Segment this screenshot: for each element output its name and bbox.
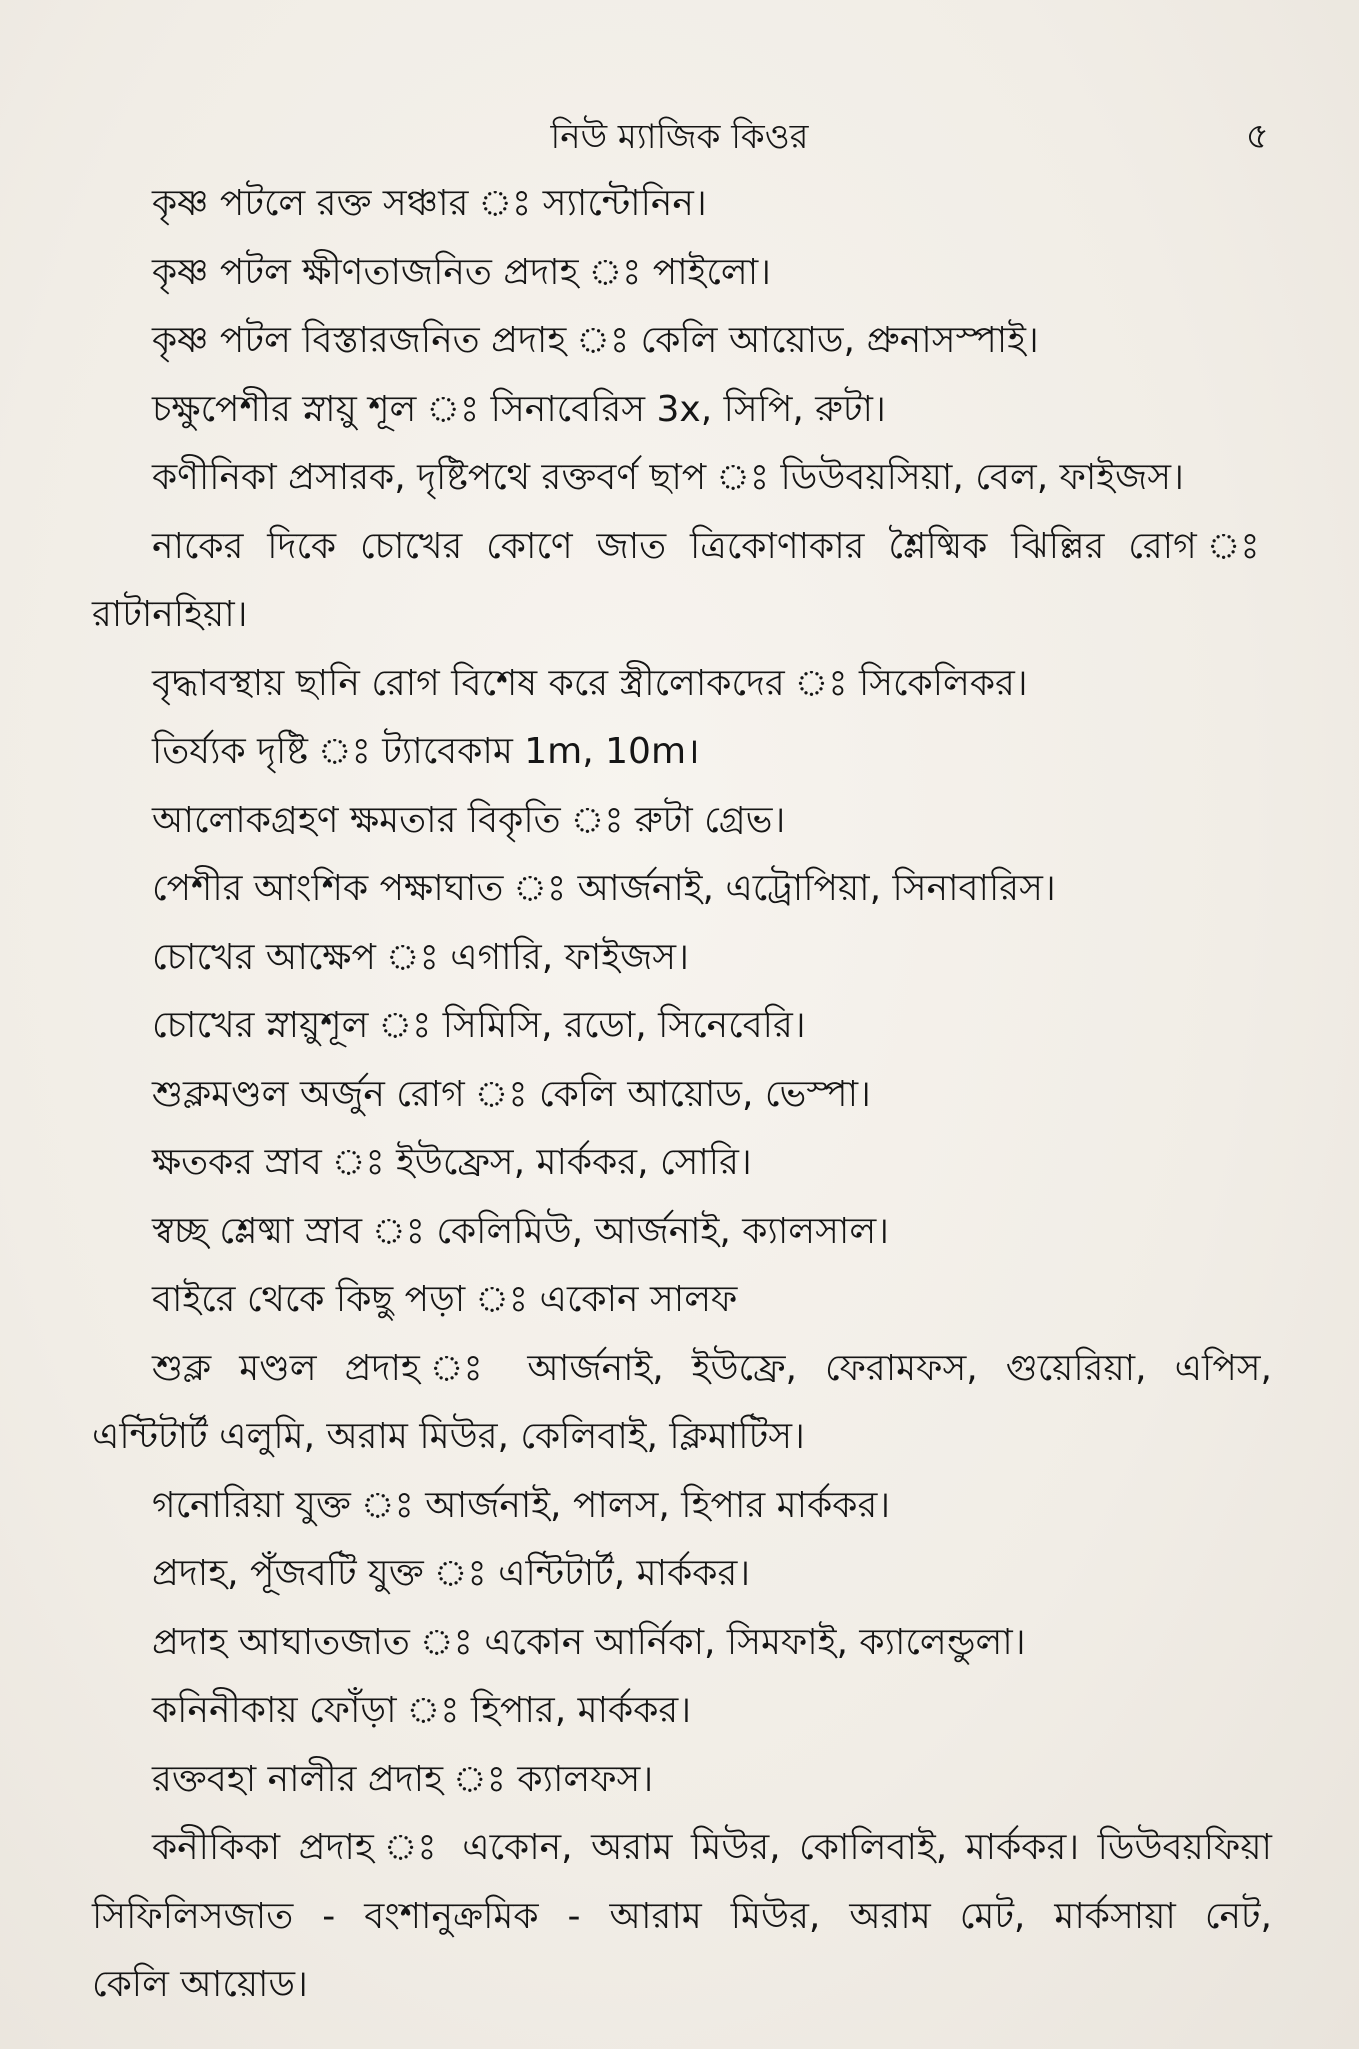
- remedy-entry-continuation: রাটানহিয়া।: [92, 594, 248, 635]
- remedy-entry: চক্ষুপেশীর স্নায়ু শূল ঃ সিনাবেরিস 3x, সিপি, রুটা।: [152, 388, 886, 430]
- remedy-entry: কৃষ্ণ পটল বিস্তারজনিত প্রদাহ ঃ কেলি আয়োড, প্রুনাসস্পাই।: [152, 320, 1039, 361]
- remedy-entry-continuation: এন্টিটার্ট এলুমি, অরাম মিউর, কেলিবাই, ক্লিমাটিস।: [92, 1416, 805, 1457]
- remedy-entry: কনিনীকায় ফোঁড়া ঃ হিপার, মার্ককর।: [152, 1690, 692, 1731]
- remedy-entry: রক্তবহা নালীর প্রদাহ ঃ ক্যালফস।: [152, 1758, 654, 1800]
- remedy-entry: তির্য্যক দৃষ্টি ঃ ট্যাবেকাম 1m, 10m।: [152, 731, 700, 772]
- remedy-entry: শুক্লমণ্ডল অর্জুন রোগ ঃ কেলি আয়োড, ভেস্পা।: [152, 1073, 871, 1115]
- running-title: নিউ ম্যাজিক কিওর: [550, 117, 809, 157]
- remedy-entry: কৃষ্ণ পটলে রক্ত সঞ্চার ঃ স্যান্টোনিন।: [152, 183, 707, 224]
- remedy-entry: ক্ষতকর স্রাব ঃ ইউফ্রেস, মার্ককর, সোরি।: [152, 1142, 752, 1183]
- remedy-entry: স্বচ্ছ শ্লেষ্মা স্রাব ঃ কেলিমিউ, আর্জনাই, ক্যালসাল।: [152, 1210, 890, 1252]
- remedy-entry: কনীকিকা প্রদাহ ঃ একোন, অরাম মিউর, কোলিবাই, মার্ককর। ডিউবয়ফিয়া: [152, 1827, 1272, 1868]
- remedy-entry: বৃদ্ধাবস্থায় ছানি রোগ বিশেষ করে স্ত্রীলোকদের ঃ সিকেলিকর।: [152, 662, 1028, 704]
- remedy-entry-continuation: কেলি আয়োড।: [92, 1964, 308, 2005]
- remedy-entry: চোখের স্নায়ুশূল ঃ সিমিসি, রডো, সিনেবেরি।: [152, 1005, 806, 1046]
- remedy-entry: প্রদাহ আঘাতজাত ঃ একোন আর্নিকা, সিমফাই, ক্যালেন্ডুলা।: [152, 1621, 1026, 1663]
- page-header: [0, 112, 1359, 162]
- remedy-entry: কণীনিকা প্রসারক, দৃষ্টিপথে রক্তবর্ণ ছাপ ঃ ডিউবয়সিয়া, বেল, ফাইজস।: [152, 457, 1184, 498]
- remedy-entry: আলোকগ্রহণ ক্ষমতার বিকৃতি ঃ রুটা গ্রেভ।: [152, 799, 786, 841]
- remedy-entry: নাকের দিকে চোখের কোণে জাত ত্রিকোণাকার শ্লৈষ্মিক ঝিল্লির রোগ ঃ: [152, 525, 1272, 567]
- page-number: ৫: [1245, 116, 1269, 157]
- remedy-entry: বাইরে থেকে কিছু পড়া ঃ একোন সালফ: [152, 1279, 738, 1320]
- remedy-entry-continuation: সিফিলিসজাত - বংশানুক্রমিক - আরাম মিউর, অরাম মেট, মার্কসায়া নেট,: [92, 1895, 1272, 1937]
- remedy-entry: চোখের আক্ষেপ ঃ এগারি, ফাইজস।: [152, 936, 689, 978]
- remedy-entry: শুক্ল মণ্ডল প্রদাহ ঃ আর্জনাই, ইউফ্রে, ফেরামফস, গুয়েরিয়া, এপিস,: [152, 1347, 1272, 1389]
- remedy-entry: পেশীর আংশিক পক্ষাঘাত ঃ আর্জনাই, এট্রোপিয়া, সিনাবারিস।: [152, 868, 1056, 909]
- remedy-entry: প্রদাহ, পূঁজবটি যুক্ত ঃ এন্টিটার্ট, মার্ককর।: [152, 1553, 751, 1594]
- remedy-entry: গনোরিয়া যুক্ত ঃ আর্জনাই, পালস, হিপার মার্ককর।: [152, 1484, 891, 1526]
- page-body: [92, 170, 1272, 2020]
- remedy-entry: কৃষ্ণ পটল ক্ষীণতাজনিত প্রদাহ ঃ পাইলো।: [152, 251, 772, 293]
